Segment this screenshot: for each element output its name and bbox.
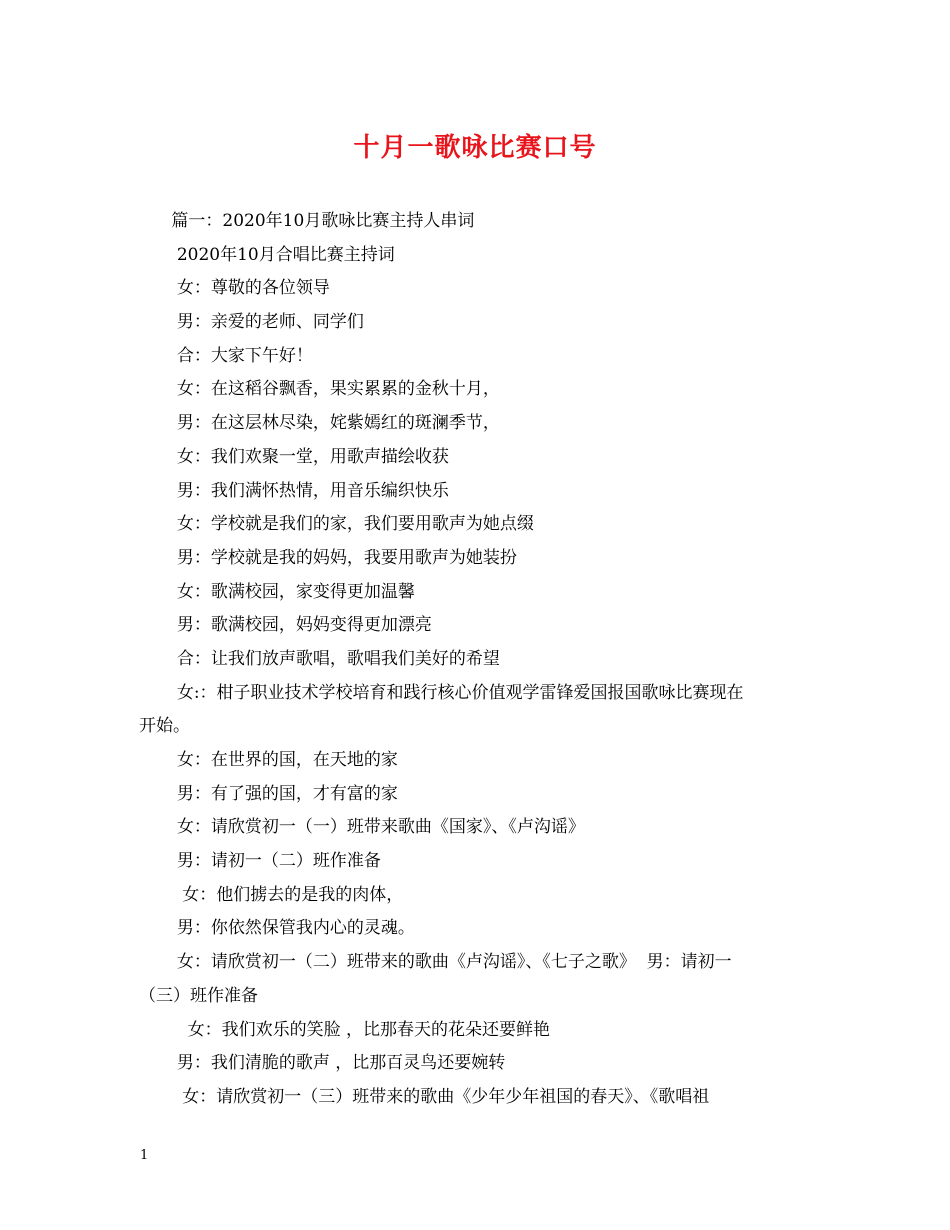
text-line: 女：在世界的国，在天地的家 <box>139 750 398 770</box>
text-line: 男：我们清脆的歌声 ，比那百灵鸟还要婉转 <box>139 1053 506 1074</box>
document-title: 十月一歌咏比赛口号 <box>353 133 597 163</box>
text-line: 女：请欣赏初一（三）班带来的歌曲《少年少年祖国的春天》、《歌唱祖 <box>139 1086 710 1107</box>
text-line: 男：请初一（二）班作准备 <box>139 851 381 872</box>
text-line: 男：歌满校园，妈妈变得更加漂亮 <box>139 615 432 636</box>
text-line: 合：大家下午好！ <box>139 345 313 366</box>
text-line: 女：我们欢聚一堂，用歌声描绘收获 <box>139 446 449 467</box>
text-line: 男：你依然保管我内心的灵魂。 <box>139 918 415 939</box>
text-line: 女：在这稻谷飘香，果实累累的金秋十月， <box>139 379 500 400</box>
text-line: 女：我们欢乐的笑脸 ，比那春天的花朵还要鲜艳 <box>139 1019 551 1040</box>
text-line: 女:：柑子职业技术学校培育和践行核心价值观学雷锋爱国报国歌咏比赛现在 <box>139 682 744 703</box>
text-line: 男：在这层林尽染，姹紫嫣红的斑澜季节， <box>139 413 500 434</box>
text-line: 女：请欣赏初一（一）班带来歌曲《国家》、《卢沟谣》 <box>139 817 585 838</box>
text-line: 女：歌满校园，家变得更加温馨 <box>139 581 415 602</box>
text-line: 女：他们掳去的是我的肉体， <box>139 884 404 905</box>
text-line: 开始。 <box>139 716 190 737</box>
text-line: 男：亲爱的老师、同学们 <box>139 312 364 333</box>
text-line: 女：请欣赏初一（二）班带来的歌曲《卢沟谣》、《七子之歌》 男：请初一 <box>139 952 732 973</box>
text-line: 女：学校就是我们的家，我们要用歌声为她点缀 <box>139 514 534 535</box>
text-line: 篇一：2020年10月歌咏比赛主持人串词 <box>139 211 475 231</box>
text-line: 男：我们满怀热情，用音乐编织快乐 <box>139 480 449 501</box>
document-body <box>139 205 811 1115</box>
text-line: 男：有了强的国，才有富的家 <box>139 783 398 804</box>
text-line: （三）班作准备 <box>139 985 258 1006</box>
text-line: 女：尊敬的各位领导 <box>139 278 330 299</box>
text-line: 2020年10月合唱比赛主持词 <box>139 244 395 265</box>
text-line: 合：让我们放声歌唱，歌唱我们美好的希望 <box>139 648 500 669</box>
text-line: 男：学校就是我的妈妈，我要用歌声为她装扮 <box>139 547 517 568</box>
page-number: 1 <box>140 1148 149 1163</box>
